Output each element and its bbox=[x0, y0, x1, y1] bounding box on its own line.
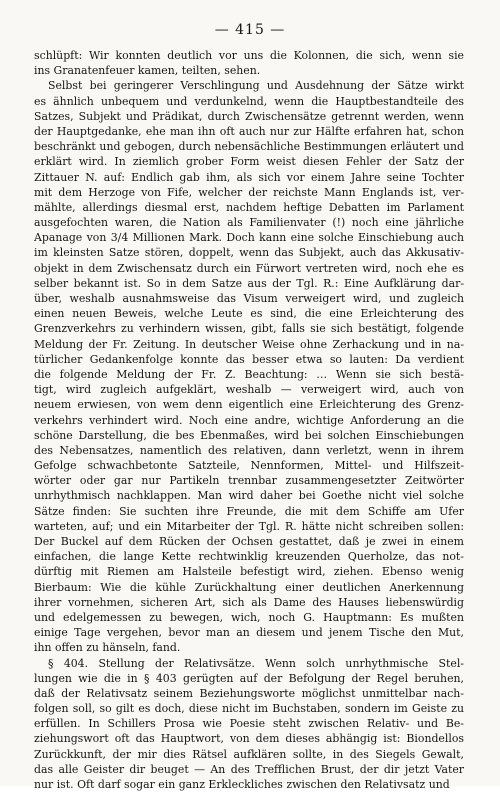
text-line: objekt in dem Zwischensatz durch ein Fürwort vertreten wird, noch ehe es bbox=[34, 261, 464, 275]
text-line: neuem erwiesen, von wem denn eigentlich eine Erleichterung des Grenz- bbox=[34, 398, 464, 412]
text-line: Satzes, Subjekt und Prädikat, durch Zwischensätze getrennt werden, wenn bbox=[34, 109, 464, 123]
text-line: § 404. Stellung der Relativsätze. Wenn solch unrhythmische Stel- bbox=[48, 656, 464, 670]
text-line: ihrer vornehmen, sicheren Art, sich als Dame des Hauses liebenswürdig bbox=[34, 595, 464, 609]
text-line: einige Tage vergehen, bevor man an diesem und jenem Tische den Mut, bbox=[34, 626, 464, 640]
text-line: ziehungswort oft das Hauptwort, von dem dieses abhängig ist: Biondellos bbox=[34, 732, 464, 746]
text-line: lungen wie die in § 403 gerügten auf der Befolgung der Regel beruhen, bbox=[34, 671, 464, 685]
text-line: folgen soll, so gilt es doch, diese nicht im Buchstaben, sondern im Geiste zu bbox=[34, 702, 464, 716]
text-line: ausgefochten waren, die Nation als Familienvater (!) noch eine jährliche bbox=[34, 216, 464, 230]
text-line: die folgende Meldung der Fr. Z. Beachtung: … Wenn sie sich bestä- bbox=[34, 367, 464, 381]
text-line: warteten, auf; und ein Mitarbeiter der Tgl. R. hätte nicht schreiben sollen: bbox=[34, 519, 464, 533]
text-line: Sätze finden: Sie suchten ihre Freunde, die mit dem Schiffe am Ufer bbox=[34, 504, 464, 518]
text-line: dürftig mit Riemen am Halsteile befestigt wird, ziehen. Ebenso wenig bbox=[34, 565, 464, 579]
text-line: der Hauptgedanke, ehe man ihn oft auch nur zur Hälfte erfahren hat, schon bbox=[34, 124, 464, 138]
text-line: Zittauer N. auf: Endlich gab ihm, als sich vor einem Jahre seine Tochter bbox=[34, 170, 464, 184]
text-line: unrhythmisch nachklappen. Man wird daher bei Goethe nicht viel solche bbox=[34, 489, 464, 503]
text-line: des Nebensatzes, namentlich des relativen, dann verletzt, wenn in ihrem bbox=[34, 443, 464, 457]
text-line: einfachen, die lange Kette rechtwinklig kreuzenden Querholze, das not- bbox=[34, 550, 464, 564]
text-line: Grenzverkehrs zu verhindern wissen, gibt, falls sie sich bestätigt, folgende bbox=[34, 322, 464, 336]
text-line: tigt, wird zugleich aufgeklärt, weshalb — verweigert wird, auch von bbox=[34, 383, 464, 397]
text-line: Der Buckel auf dem Rücken der Ochsen gestattet, daß je zwei in einem bbox=[34, 535, 464, 548]
text-line: ins Granatenfeuer kamen, teilten, sehen. bbox=[34, 64, 261, 78]
text-line: erklärt wird. In ziemlich grober Form weist diesen Fehler der Satz der bbox=[34, 155, 464, 169]
text-line: Zurückkunft, der mir dies Rätsel aufklären sollte, in des Siegels Gewalt, bbox=[34, 747, 464, 761]
text-line: im kleinsten Satze stören, doppelt, wenn das Subjekt, auch das Akkusativ- bbox=[34, 246, 464, 260]
text-line: Meldung der Fr. Zeitung. In deutscher Weise ohne Zerhackung und in na- bbox=[34, 337, 464, 351]
page-number: — 415 — bbox=[214, 22, 286, 38]
text-line: und edelgemessen zu bewegen, wich, noch G. Hauptmann: Es mußten bbox=[34, 610, 464, 624]
text-line: Bierbaum: Wie die kühle Zurückhaltung einer deutlichen Anerkennung bbox=[34, 580, 464, 594]
text-line: einen neuen Beweis, welche Leute es sind, die eine Erleichterung des bbox=[34, 307, 464, 321]
text-line: mit dem Herzoge von Fife, welcher der reichste Mann Englands ist, ver- bbox=[34, 185, 464, 199]
text-line: schöne Darstellung, die bes Ebenmaßes, wird bei solchen Einschiebungen bbox=[34, 428, 464, 442]
text-line: Apanage von 3/4 Millionen Mark. Doch kann eine solche Einschiebung auch bbox=[34, 231, 464, 245]
text-line: mählte, allerdings diesmal erst, nachdem heftige Debatten im Parlament bbox=[34, 200, 464, 214]
text-line: verkehrs verhindert wird. Noch eine andre, wichtige Anforderung an die bbox=[34, 413, 464, 427]
text-line: schlüpft: Wir konnten deutlich vor uns die Kolonnen, die sich, wenn sie bbox=[34, 49, 464, 62]
text-line: daß der Relativsatz seinem Beziehungsworte möglichst unmittelbar nach- bbox=[34, 686, 464, 700]
body-text bbox=[34, 48, 464, 792]
text-line: Selbst bei geringerer Verschlingung und Ausdehnung der Sätze wirkt bbox=[48, 79, 464, 93]
text-line: nur ist. Oft darf sogar ein ganz Erkleckliches zwischen den Relativsatz und bbox=[34, 778, 450, 791]
text-line: das alle Geister dir beuget — An des Trefflichen Brust, der dir jetzt Vater bbox=[34, 762, 464, 776]
text-line: wörter oder gar nur Partikeln trennbar zusammengesetzter Zeitwörter bbox=[34, 474, 464, 488]
text-line: türlicher Gedankenfolge konnte das besser etwa so lauten: Da verdient bbox=[34, 352, 464, 366]
text-line: beschränkt und gebogen, durch nebensächliche Bestimmungen erläutert und bbox=[34, 140, 464, 154]
text-line: über, weshalb ausnahmsweise das Visum verweigert wird, und zugleich bbox=[34, 292, 464, 305]
text-line: Gefolge schwachbetonte Satzteile, Nennformen, Mittel- und Hilfszeit- bbox=[34, 459, 464, 473]
text-line: erfüllen. In Schillers Prosa wie Poesie steht zwischen Relativ- und Be- bbox=[34, 717, 464, 731]
text-line: es ähnlich unbequem und verdunkelnd, wenn die Hauptbestandteile des bbox=[34, 94, 464, 108]
text-line: ihn offen zu hänseln, fand. bbox=[34, 641, 181, 655]
text-line: selber bekannt ist. So in dem Satze aus der Tgl. R.: Eine Aufklärung dar- bbox=[34, 276, 464, 290]
